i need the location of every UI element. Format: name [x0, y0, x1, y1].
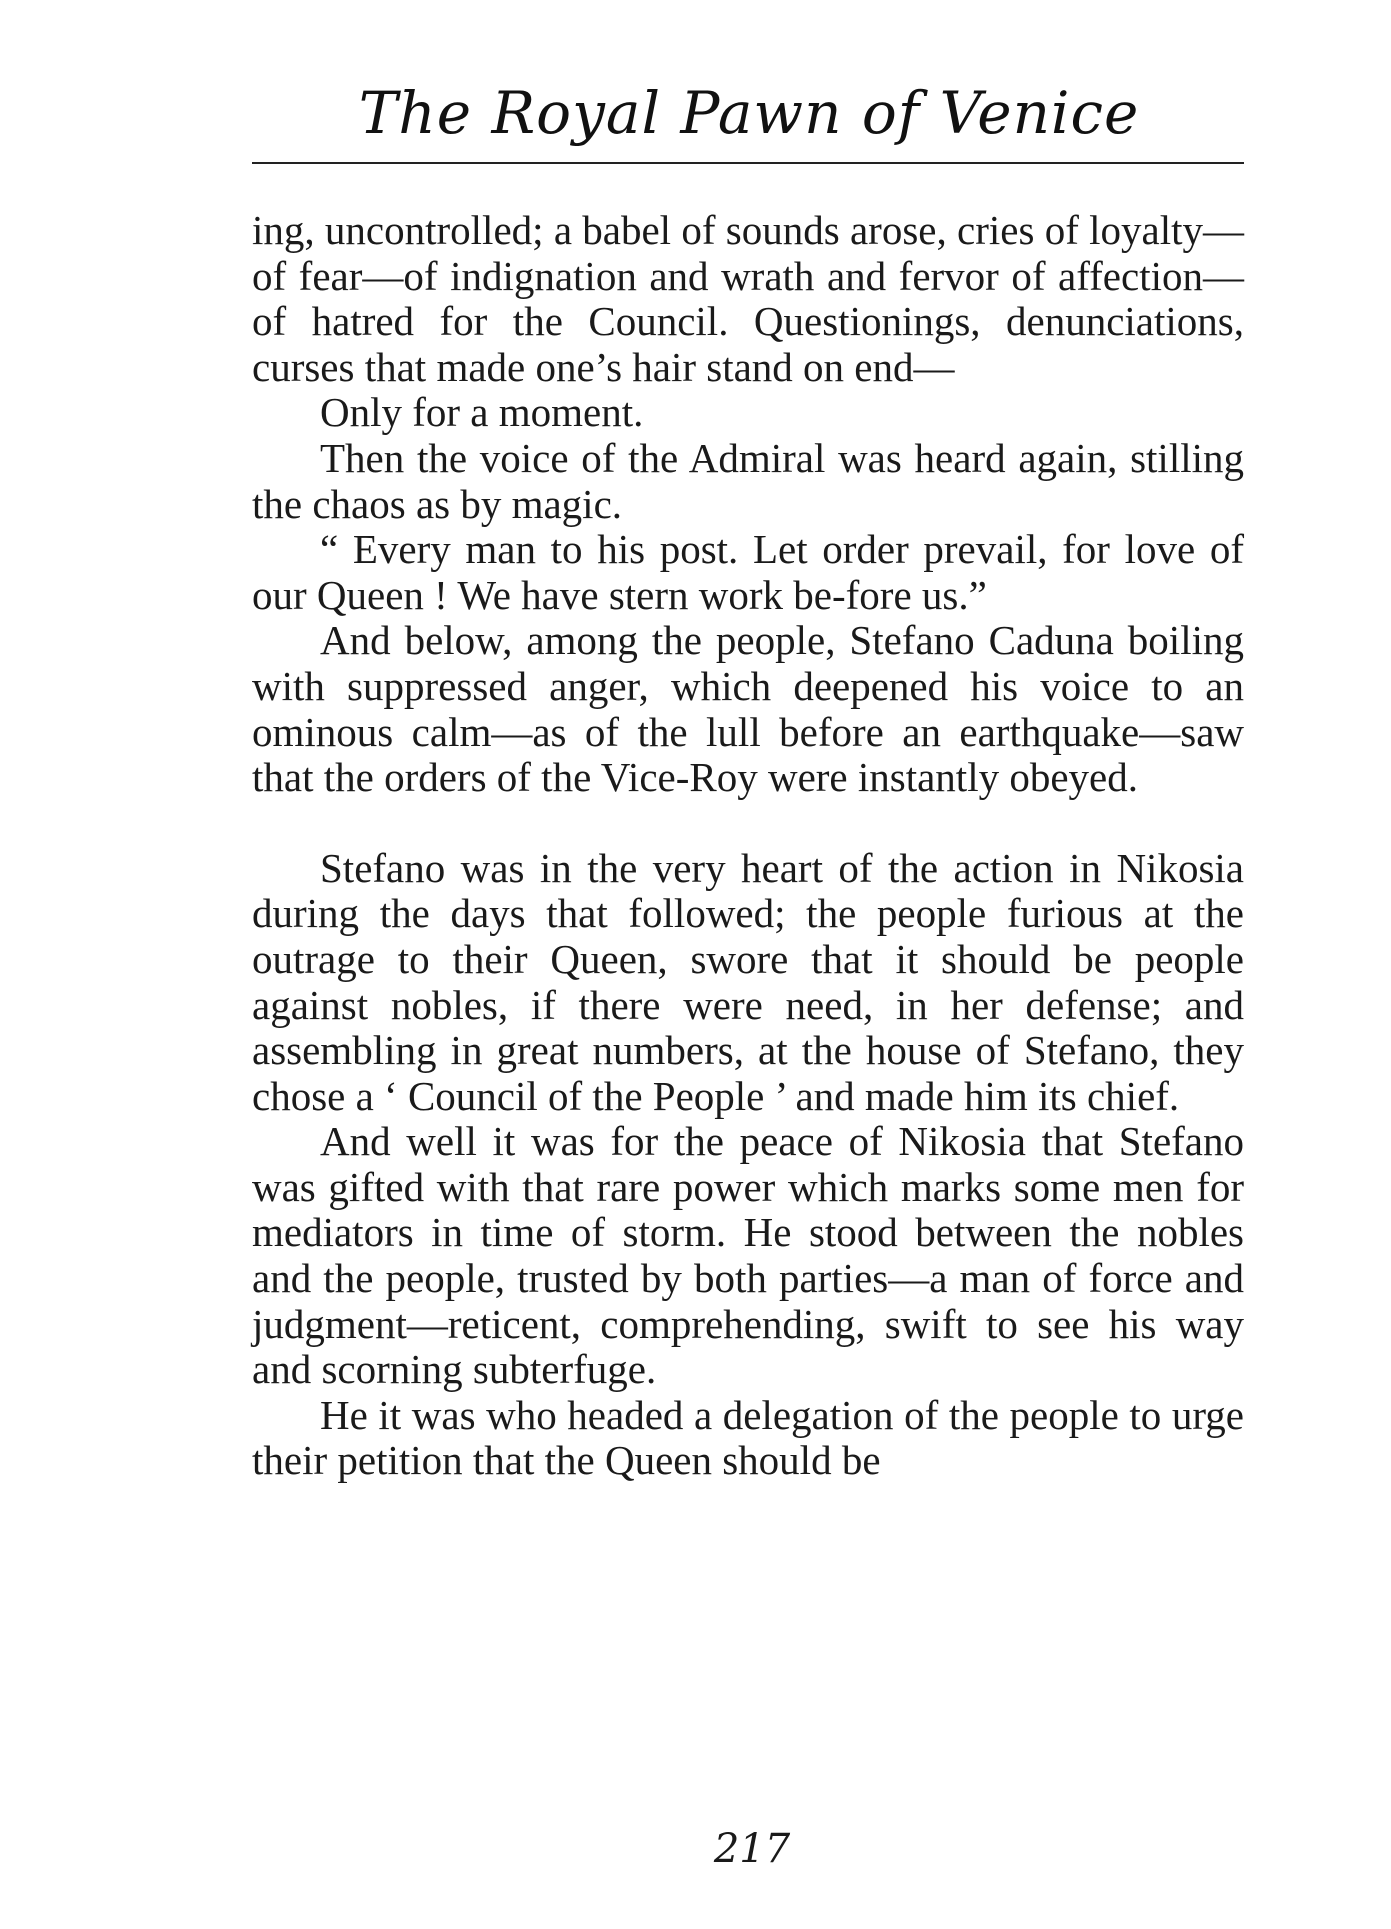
- paragraph-section-start: Stefano was in the very heart of the action in Nikosia during the days that followed; the people furious at the outrage to their Queen, swore that it should be people against nobles, if there were need, in her defense; and assembling in great numbers, at the house of Stefano, they chose a ‘ Council of the People ’ and made him its chief.: [252, 844, 1244, 1119]
- paragraph: Then the voice of the Admiral was heard again, stilling the chaos as by magic.: [252, 434, 1244, 527]
- page-body: [252, 208, 1244, 1484]
- page-number: 217: [713, 1826, 791, 1872]
- header-rule: [252, 162, 1244, 164]
- paragraph: Only for a moment.: [320, 389, 644, 436]
- running-title: The Royal Pawn of Venice: [358, 79, 1140, 147]
- paragraph-quote: “ Every man to his post. Let order prevail, for love of our Queen ! We have stern work be-fore us.”: [252, 526, 1244, 618]
- paragraph: And below, among the people, Stefano Caduna boiling with suppressed anger, which deepened his voice to an ominous calm—as of the lull before an earthquake—saw that the orders of the Vice-Roy were instantly obeyed.: [252, 617, 1244, 801]
- paragraph: He it was who headed a delegation of the people to urge their petition that the Queen should be: [252, 1391, 1244, 1484]
- paragraph-continued: ing, uncontrolled; a babel of sounds arose, cries of loyalty—of fear—of indignation and wrath and fervor of affection—of hatred for the Council. Questionings, denunciations, curses that made one’s hair stand on end—: [252, 207, 1244, 390]
- paragraph: And well it was for the peace of Nikosia that Stefano was gifted with that rare power which marks some men for mediators in time of storm. He stood between the nobles and the people, trusted by both parties—a man of force and judgment—reticent, comprehending, swift to see his way and scorning subterfuge.: [252, 1118, 1244, 1393]
